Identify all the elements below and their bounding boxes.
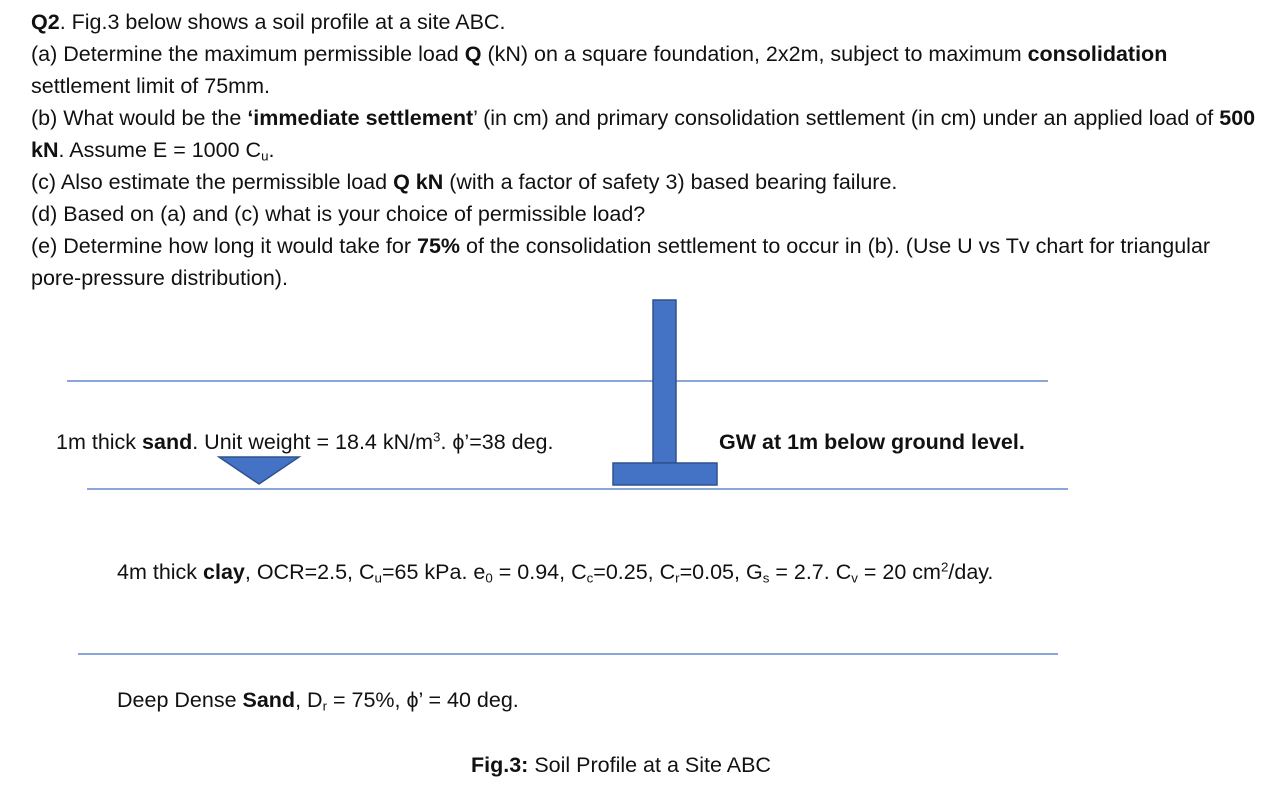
water-table-triangle-icon <box>219 457 299 484</box>
part-e: (e) Determine how long it would take for 75% of the consolidation settlement to occur in (b). (Use U vs Tv chart for triangular pore-pressure distribution). <box>31 234 1211 290</box>
part-b: (b) What would be the ‘immediate settlement’ (in cm) and primary consolidation settlement (in cm) under an applied load of 500 kN. Assume E = 1000 $C_u$. <box>31 106 1256 164</box>
question-label: Q2 <box>31 10 60 34</box>
foundation-column <box>653 300 676 463</box>
foundation-footing <box>613 463 717 485</box>
groundwater-label: GW at 1m below ground level. <box>719 430 1025 454</box>
deep-sand-layer-label: Deep Dense Sand, $D_r = 75\%$, ϕ’ = 40 deg. <box>117 688 519 714</box>
part-c: (c) Also estimate the permissible load Q kN (with a factor of safety 3) based bearing failure. <box>31 170 898 194</box>
question-intro: Q2. Fig.3 below shows a soil profile at a site ABC. <box>31 10 506 34</box>
clay-layer-label: 4m thick clay, OCR=2.5, $C_u=65$ kPa. $e_0 = 0.94$, $C_c=0.25$, $C_r=0.05$, $G_s = 2.7$. $C_v = 20$ $cm^2$/day. <box>117 559 994 586</box>
part-a: (a) Determine the maximum permissible load Q (kN) on a square foundation, 2x2m, subject to maximum consolidation settlement limit of 75mm. <box>31 42 1168 98</box>
sand-layer-label: 1m thick sand. Unit weight = 18.4 $kN/m^3$. ϕ’=38 deg. <box>56 429 554 454</box>
part-d: (d) Based on (a) and (c) what is your choice of permissible load? <box>31 202 646 226</box>
figure-caption: Fig.3: Soil Profile at a Site ABC <box>471 753 771 777</box>
